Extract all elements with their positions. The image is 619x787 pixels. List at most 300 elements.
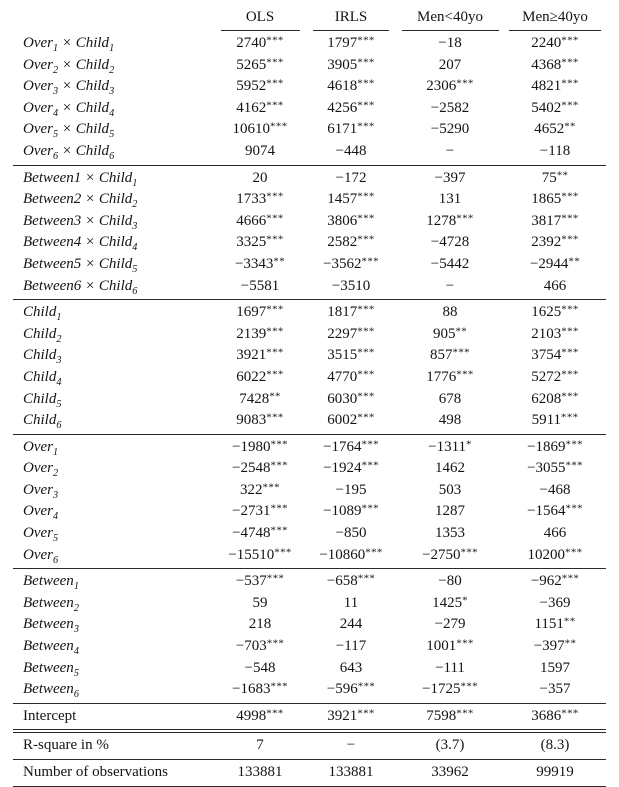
cell-value: 33962 bbox=[431, 764, 469, 780]
cell-value: 503 bbox=[438, 481, 462, 498]
significance-stars: *** bbox=[357, 34, 375, 47]
significance-stars: *** bbox=[357, 680, 376, 693]
header-row bbox=[13, 7, 606, 31]
cell-value: 3806*** bbox=[327, 212, 375, 229]
cell-value: − bbox=[445, 277, 455, 294]
cell-value: −5581 bbox=[240, 277, 280, 294]
cell-value: 1001*** bbox=[426, 637, 474, 655]
cell-value: −1089*** bbox=[323, 503, 379, 520]
table-row bbox=[13, 232, 606, 254]
group-over-x-child bbox=[13, 31, 606, 165]
significance-stars: ** bbox=[269, 390, 281, 403]
cell-value: 4618*** bbox=[327, 77, 375, 95]
significance-stars: *** bbox=[357, 77, 375, 90]
significance-stars: *** bbox=[266, 411, 284, 424]
cell-value: 133881 bbox=[237, 764, 283, 780]
significance-stars: *** bbox=[456, 212, 474, 225]
significance-stars: *** bbox=[561, 325, 579, 338]
cell-value: −3562*** bbox=[323, 255, 379, 272]
significance-stars: *** bbox=[456, 637, 474, 650]
cell-value: 7598*** bbox=[426, 707, 474, 724]
cell-value: 1797*** bbox=[327, 34, 375, 51]
significance-stars: *** bbox=[270, 680, 288, 693]
row-label: Between2 × Child$_2$ bbox=[23, 191, 138, 211]
row-label: Over$_4$ × Child$_4$ bbox=[23, 99, 115, 119]
cell-value: −80 bbox=[438, 573, 462, 590]
group-r-square bbox=[13, 731, 606, 759]
cell-value: (8.3) bbox=[540, 737, 570, 754]
cell-value: −18 bbox=[438, 35, 462, 51]
significance-stars: *** bbox=[357, 411, 375, 424]
cell-value: −850 bbox=[335, 525, 367, 542]
table-row bbox=[13, 523, 606, 545]
row-label: Between$_6$ bbox=[23, 681, 79, 701]
cell-value: −195 bbox=[335, 481, 367, 498]
significance-stars: *** bbox=[357, 190, 375, 203]
cell-value: −5442 bbox=[430, 255, 470, 272]
table-row bbox=[13, 119, 606, 141]
cell-value: 5272*** bbox=[531, 368, 579, 385]
cell-value: 3905*** bbox=[327, 56, 375, 73]
cell-value: 3754*** bbox=[531, 346, 579, 364]
table-row bbox=[13, 345, 606, 367]
significance-stars: *** bbox=[361, 255, 379, 268]
cell-value: 1353 bbox=[435, 525, 465, 542]
row-label: Between$_2$ bbox=[23, 594, 79, 614]
table-header bbox=[13, 7, 606, 31]
significance-stars: *** bbox=[561, 368, 579, 381]
significance-stars: ** bbox=[273, 255, 286, 268]
significance-stars: *** bbox=[357, 99, 375, 112]
significance-stars: *** bbox=[270, 524, 288, 537]
cell-value: −10860*** bbox=[319, 546, 383, 563]
table-row bbox=[13, 98, 606, 120]
significance-stars: *** bbox=[270, 120, 288, 133]
row-label: Child$_4$ bbox=[23, 368, 62, 388]
cell-value: −468 bbox=[539, 481, 571, 498]
cell-value: − bbox=[346, 737, 356, 754]
cell-value: 905** bbox=[432, 325, 468, 342]
significance-stars: *** bbox=[357, 233, 375, 246]
table-row bbox=[13, 731, 606, 759]
significance-stars: *** bbox=[270, 459, 288, 472]
significance-stars: *** bbox=[266, 99, 284, 112]
table-row bbox=[13, 501, 606, 523]
cell-value: 4652** bbox=[534, 120, 576, 138]
significance-stars: *** bbox=[561, 56, 579, 69]
significance-stars: *** bbox=[561, 190, 579, 203]
cell-value: 2103*** bbox=[531, 325, 579, 342]
row-label: Over$_2$ × Child$_2$ bbox=[23, 56, 115, 76]
row-label: Between6 × Child$_6$ bbox=[23, 277, 138, 297]
significance-stars: *** bbox=[561, 411, 579, 424]
table-row bbox=[13, 410, 606, 434]
regression-table bbox=[13, 7, 606, 787]
cell-value: 3921*** bbox=[236, 346, 284, 364]
group-over bbox=[13, 434, 606, 569]
cell-value: 133881 bbox=[328, 764, 374, 780]
table-row bbox=[13, 658, 606, 680]
significance-stars: *** bbox=[357, 346, 375, 359]
row-label: Between$_3$ bbox=[23, 616, 79, 636]
table-row bbox=[13, 276, 606, 300]
cell-value: 643 bbox=[339, 659, 363, 676]
cell-value: 207 bbox=[438, 56, 462, 73]
cell-value: 1817*** bbox=[327, 303, 375, 321]
significance-stars: *** bbox=[456, 368, 474, 381]
cell-value: 6208*** bbox=[531, 390, 579, 407]
significance-stars: ** bbox=[568, 255, 581, 268]
row-label: Between$_1$ bbox=[23, 573, 79, 593]
cell-value: −357 bbox=[539, 681, 571, 698]
significance-stars: *** bbox=[365, 546, 383, 559]
significance-stars: *** bbox=[266, 56, 284, 69]
significance-stars: *** bbox=[262, 481, 280, 494]
row-label: Over$_1$ bbox=[23, 438, 59, 458]
cell-value: 4821*** bbox=[531, 77, 579, 95]
significance-stars: *** bbox=[266, 77, 284, 90]
significance-stars: *** bbox=[270, 503, 288, 516]
row-label: Over$_6$ × Child$_6$ bbox=[23, 142, 115, 162]
significance-stars: ** bbox=[563, 615, 576, 628]
cell-value: −1924*** bbox=[323, 459, 379, 477]
cell-value: −548 bbox=[244, 659, 276, 676]
cell-value: −962*** bbox=[530, 572, 580, 590]
cell-value: 218 bbox=[248, 616, 272, 633]
cell-value: 6171*** bbox=[327, 120, 375, 138]
row-label: Over$_3$ bbox=[23, 481, 59, 501]
cell-value: −4728 bbox=[430, 234, 470, 251]
cell-value: −3510 bbox=[331, 277, 371, 294]
row-label: Intercept bbox=[23, 707, 77, 724]
cell-value: −703*** bbox=[235, 637, 285, 655]
cell-value: 2740*** bbox=[236, 34, 284, 51]
cell-value: −172 bbox=[335, 169, 367, 186]
cell-value: −118 bbox=[539, 142, 571, 159]
cell-value: 10610*** bbox=[232, 120, 288, 138]
cell-value: 4666*** bbox=[236, 212, 284, 229]
table-row bbox=[13, 703, 606, 731]
cell-value: 4368*** bbox=[531, 56, 579, 73]
cell-value: −1564*** bbox=[527, 503, 583, 520]
table-row bbox=[13, 545, 606, 569]
cell-value: 1151** bbox=[534, 615, 576, 633]
cell-value: 7428** bbox=[239, 390, 281, 407]
cell-value: 6002*** bbox=[327, 411, 375, 429]
significance-stars: *** bbox=[456, 707, 474, 720]
cell-value: −1725*** bbox=[422, 680, 478, 698]
cell-value: −448 bbox=[335, 142, 367, 159]
table-row bbox=[13, 189, 606, 211]
row-label: Between$_5$ bbox=[23, 659, 79, 679]
significance-stars: *** bbox=[565, 438, 583, 451]
cell-value: 1457*** bbox=[327, 190, 375, 208]
significance-stars: ** bbox=[455, 325, 468, 338]
significance-stars: *** bbox=[452, 346, 470, 359]
significance-stars: *** bbox=[266, 212, 284, 225]
cell-value: 1865*** bbox=[531, 190, 579, 208]
cell-value: 4256*** bbox=[327, 99, 375, 116]
significance-stars: *** bbox=[561, 303, 579, 316]
cell-value: − bbox=[445, 142, 455, 159]
row-label: Child$_1$ bbox=[23, 304, 62, 324]
cell-value: 498 bbox=[438, 412, 462, 429]
table-row bbox=[13, 679, 606, 703]
cell-value: 2582*** bbox=[327, 233, 375, 251]
significance-stars: *** bbox=[357, 303, 375, 316]
cell-value: 6030*** bbox=[327, 390, 375, 407]
significance-stars: * bbox=[462, 594, 468, 607]
cell-value: 678 bbox=[438, 390, 462, 407]
group-between-x-child bbox=[13, 165, 606, 300]
significance-stars: *** bbox=[270, 438, 288, 451]
row-label: Between$_4$ bbox=[23, 638, 79, 658]
row-label: Child$_6$ bbox=[23, 412, 62, 432]
significance-stars: *** bbox=[266, 34, 284, 47]
row-label: Over$_5$ bbox=[23, 525, 59, 545]
significance-stars: *** bbox=[561, 99, 579, 112]
row-label: Over$_6$ bbox=[23, 546, 59, 566]
cell-value: −4748*** bbox=[232, 524, 288, 542]
cell-value: −5290 bbox=[430, 121, 470, 138]
column-header-men-40-plus bbox=[504, 7, 606, 31]
cell-value: 2240*** bbox=[531, 34, 579, 51]
significance-stars: *** bbox=[266, 346, 284, 359]
table-row bbox=[13, 569, 606, 593]
cell-value: 2306*** bbox=[426, 77, 474, 95]
cell-value: 88 bbox=[442, 304, 458, 321]
group-observations bbox=[13, 760, 606, 787]
significance-stars: *** bbox=[266, 233, 284, 246]
cell-value: −117 bbox=[335, 638, 367, 655]
column-header-ols bbox=[214, 7, 306, 31]
significance-stars: * bbox=[466, 438, 472, 451]
significance-stars: *** bbox=[456, 77, 474, 90]
table-row bbox=[13, 636, 606, 658]
significance-stars: *** bbox=[266, 325, 284, 338]
cell-value: 466 bbox=[543, 525, 567, 542]
row-label: Between5 × Child$_5$ bbox=[23, 255, 138, 275]
cell-value: 322*** bbox=[240, 481, 280, 498]
significance-stars: ** bbox=[556, 169, 569, 182]
significance-stars: *** bbox=[357, 56, 375, 69]
group-intercept bbox=[13, 703, 606, 731]
cell-value: −2731*** bbox=[232, 503, 288, 520]
significance-stars: *** bbox=[361, 503, 379, 516]
significance-stars: *** bbox=[565, 503, 583, 516]
cell-value: −15510*** bbox=[228, 546, 292, 563]
significance-stars: *** bbox=[266, 572, 285, 585]
significance-stars: ** bbox=[564, 120, 576, 133]
cell-value: 1462 bbox=[435, 460, 465, 477]
cell-value: −2750*** bbox=[422, 546, 478, 563]
table-row bbox=[13, 76, 606, 98]
significance-stars: *** bbox=[357, 120, 375, 133]
cell-value: 20 bbox=[252, 169, 268, 186]
cell-value: 9074 bbox=[245, 142, 275, 159]
table-row bbox=[13, 367, 606, 389]
significance-stars: *** bbox=[361, 438, 379, 451]
cell-value: −2944** bbox=[529, 255, 581, 272]
cell-value: 2297*** bbox=[327, 325, 375, 342]
row-label: Child$_3$ bbox=[23, 347, 62, 367]
significance-stars: ** bbox=[564, 637, 577, 650]
group-between bbox=[13, 569, 606, 704]
cell-value: 1625*** bbox=[531, 303, 579, 321]
significance-stars: *** bbox=[561, 346, 579, 359]
cell-value: −1980*** bbox=[232, 438, 288, 455]
table-row bbox=[13, 614, 606, 636]
cell-value: −111 bbox=[435, 659, 465, 676]
cell-value: 5402*** bbox=[531, 99, 579, 116]
cell-value: 9083*** bbox=[236, 411, 284, 429]
table-row bbox=[13, 434, 606, 458]
cell-value: −658*** bbox=[326, 572, 376, 590]
cell-value: −1764*** bbox=[323, 438, 379, 455]
table-row bbox=[13, 458, 606, 480]
cell-value: −1311* bbox=[428, 438, 472, 455]
cell-value: 1287 bbox=[435, 503, 465, 520]
cell-value: −1683*** bbox=[232, 680, 288, 698]
significance-stars: *** bbox=[565, 459, 583, 472]
cell-value: 5952*** bbox=[236, 77, 284, 95]
significance-stars: *** bbox=[561, 34, 579, 47]
table-row bbox=[13, 55, 606, 77]
significance-stars: *** bbox=[561, 77, 579, 90]
significance-stars: *** bbox=[266, 637, 285, 650]
significance-stars: *** bbox=[266, 190, 284, 203]
row-label: R-square in % bbox=[23, 737, 109, 754]
cell-value: 10200*** bbox=[527, 546, 583, 563]
table-row bbox=[13, 480, 606, 502]
significance-stars: *** bbox=[357, 212, 375, 225]
significance-stars: *** bbox=[561, 707, 579, 720]
table-row bbox=[13, 389, 606, 411]
column-header-label: Men≥40yo bbox=[509, 7, 601, 31]
cell-value: −397** bbox=[533, 637, 577, 655]
significance-stars: *** bbox=[266, 707, 284, 720]
cell-value: 1597 bbox=[540, 659, 570, 676]
table-row bbox=[13, 760, 606, 787]
significance-stars: *** bbox=[561, 390, 579, 403]
column-header-label: Men<40yo bbox=[402, 7, 499, 31]
cell-value: 3515*** bbox=[327, 346, 375, 364]
cell-value: 4162*** bbox=[236, 99, 284, 116]
significance-stars: *** bbox=[357, 390, 375, 403]
significance-stars: *** bbox=[357, 325, 375, 338]
table-row bbox=[13, 165, 606, 189]
cell-value: 2139*** bbox=[236, 325, 284, 342]
cell-value: −3343** bbox=[234, 255, 286, 272]
cell-value: 4998*** bbox=[236, 707, 284, 724]
table-row bbox=[13, 300, 606, 324]
row-label: Over$_1$ × Child$_1$ bbox=[23, 35, 115, 54]
cell-value: −1869*** bbox=[527, 438, 583, 455]
significance-stars: *** bbox=[561, 212, 579, 225]
cell-value: 1733*** bbox=[236, 190, 284, 208]
significance-stars: *** bbox=[266, 368, 284, 381]
cell-value: −2548*** bbox=[232, 459, 288, 477]
cell-value: 466 bbox=[543, 277, 567, 294]
cell-value: −3055*** bbox=[527, 459, 583, 477]
cell-value: 131 bbox=[438, 191, 462, 208]
column-header-label: OLS bbox=[221, 7, 300, 31]
row-label: Over$_4$ bbox=[23, 503, 59, 523]
cell-value: −279 bbox=[434, 616, 466, 633]
cell-value: 75** bbox=[541, 169, 569, 186]
cell-value: 3921*** bbox=[327, 707, 375, 724]
column-header-men-under-40 bbox=[396, 7, 504, 31]
cell-value: 7 bbox=[256, 737, 264, 754]
cell-value: −397 bbox=[434, 169, 466, 186]
header-spacer bbox=[13, 7, 214, 31]
cell-value: 3325*** bbox=[236, 233, 284, 251]
cell-value: 5265*** bbox=[236, 56, 284, 73]
cell-value: (3.7) bbox=[435, 737, 465, 754]
table-row bbox=[13, 211, 606, 233]
significance-stars: *** bbox=[357, 572, 376, 585]
column-header-label: IRLS bbox=[313, 7, 389, 31]
cell-value: −596*** bbox=[326, 680, 376, 698]
cell-value: −2582 bbox=[430, 99, 470, 116]
significance-stars: *** bbox=[266, 303, 284, 316]
significance-stars: *** bbox=[565, 546, 583, 559]
cell-value: 59 bbox=[252, 594, 268, 611]
significance-stars: *** bbox=[361, 459, 379, 472]
row-label: Over$_2$ bbox=[23, 460, 59, 480]
significance-stars: *** bbox=[357, 368, 375, 381]
row-label: Over$_3$ × Child$_3$ bbox=[23, 78, 115, 98]
cell-value: 4770*** bbox=[327, 368, 375, 385]
significance-stars: *** bbox=[460, 546, 478, 559]
cell-value: 6022*** bbox=[236, 368, 284, 385]
cell-value: 857*** bbox=[430, 346, 470, 364]
row-label: Child$_2$ bbox=[23, 325, 62, 345]
cell-value: −537*** bbox=[235, 572, 285, 590]
cell-value: 244 bbox=[339, 616, 363, 633]
cell-value: 99919 bbox=[536, 764, 574, 780]
cell-value: 1697*** bbox=[236, 303, 284, 321]
group-child bbox=[13, 300, 606, 435]
table-row bbox=[13, 31, 606, 55]
significance-stars: *** bbox=[561, 233, 579, 246]
significance-stars: *** bbox=[561, 572, 580, 585]
row-label: Number of observations bbox=[23, 764, 168, 780]
table-row bbox=[13, 593, 606, 615]
cell-value: 5911*** bbox=[531, 411, 579, 429]
table-row bbox=[13, 324, 606, 346]
significance-stars: *** bbox=[274, 546, 292, 559]
row-label: Between3 × Child$_3$ bbox=[23, 212, 138, 232]
column-header-irls bbox=[306, 7, 396, 31]
table-row bbox=[13, 254, 606, 276]
table-row bbox=[13, 141, 606, 165]
cell-value: 11 bbox=[343, 594, 359, 611]
row-label: Between1 × Child$_1$ bbox=[23, 169, 138, 189]
significance-stars: *** bbox=[460, 680, 478, 693]
cell-value: −369 bbox=[539, 594, 571, 611]
significance-stars: *** bbox=[357, 707, 375, 720]
cell-value: 2392*** bbox=[531, 233, 579, 251]
cell-value: 1776*** bbox=[426, 368, 474, 385]
row-label: Child$_5$ bbox=[23, 390, 62, 410]
row-label: Over$_5$ × Child$_5$ bbox=[23, 121, 115, 141]
cell-value: 1278*** bbox=[426, 212, 474, 229]
cell-value: 1425* bbox=[432, 594, 468, 611]
row-label: Between4 × Child$_4$ bbox=[23, 234, 138, 254]
cell-value: 3686*** bbox=[531, 707, 579, 724]
cell-value: 3817*** bbox=[531, 212, 579, 229]
